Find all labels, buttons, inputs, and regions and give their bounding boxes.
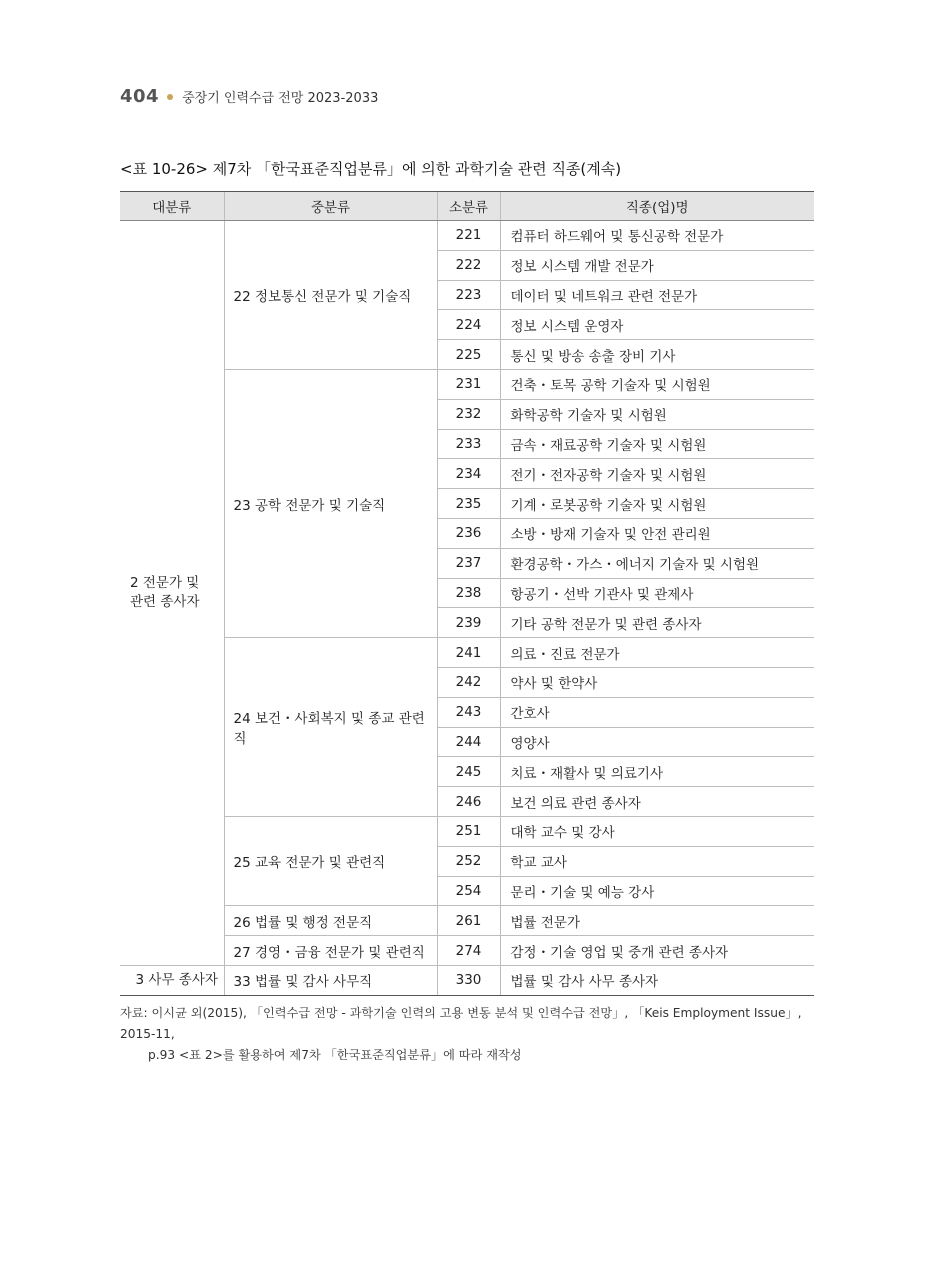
page-number: 404 — [120, 86, 160, 107]
column-header: 대분류 — [120, 192, 224, 221]
code-cell: 242 — [437, 667, 500, 697]
occupation-name-cell: 데이터 및 네트워크 관련 전문가 — [500, 280, 814, 310]
occupation-name-cell: 의료・진료 전문가 — [500, 638, 814, 668]
code-cell: 236 — [437, 518, 500, 548]
column-header: 소분류 — [437, 192, 500, 221]
table-body — [120, 221, 814, 996]
source-line: 자료: 이시균 외(2015), 「인력수급 전망 - 과학기술 인력의 고용 변동 분석 및 인력수급 전망」, 「Keis Employment Issue」, 2015-11, — [120, 1006, 802, 1041]
table-row — [120, 638, 814, 668]
code-cell: 224 — [437, 310, 500, 340]
table-row — [120, 369, 814, 399]
mid-category-cell: 24 보건・사회복지 및 종교 관련직 — [224, 638, 437, 817]
running-head — [120, 86, 378, 107]
occupation-name-cell: 소방・방재 기술자 및 안전 관리원 — [500, 518, 814, 548]
code-cell: 243 — [437, 697, 500, 727]
code-cell: 238 — [437, 578, 500, 608]
occupation-name-cell: 약사 및 한약사 — [500, 667, 814, 697]
occupation-table — [120, 191, 814, 996]
occupation-name-cell: 컴퓨터 하드웨어 및 통신공학 전문가 — [500, 221, 814, 251]
occupation-name-cell: 정보 시스템 운영자 — [500, 310, 814, 340]
table-row — [120, 936, 814, 966]
occupation-name-cell: 기계・로봇공학 기술자 및 시험원 — [500, 489, 814, 519]
source-note — [120, 1003, 820, 1066]
code-cell: 223 — [437, 280, 500, 310]
code-cell: 251 — [437, 816, 500, 846]
occupation-name-cell: 보건 의료 관련 종사자 — [500, 787, 814, 817]
occupation-name-cell: 간호사 — [500, 697, 814, 727]
code-cell: 221 — [437, 221, 500, 251]
code-cell: 241 — [437, 638, 500, 668]
code-cell: 244 — [437, 727, 500, 757]
occupation-name-cell: 환경공학・가스・에너지 기술자 및 시험원 — [500, 548, 814, 578]
occupation-name-cell: 감정・기술 영업 및 중개 관련 종사자 — [500, 936, 814, 966]
code-cell: 239 — [437, 608, 500, 638]
column-header: 직종(업)명 — [500, 192, 814, 221]
occupation-name-cell: 법률 전문가 — [500, 906, 814, 936]
occupation-name-cell: 법률 및 감사 사무 종사자 — [500, 965, 814, 995]
code-cell: 232 — [437, 399, 500, 429]
occupation-name-cell: 금속・재료공학 기술자 및 시험원 — [500, 429, 814, 459]
mid-category-cell: 27 경영・금융 전문가 및 관련직 — [224, 936, 437, 966]
column-header: 중분류 — [224, 192, 437, 221]
occupation-name-cell: 통신 및 방송 송출 장비 기사 — [500, 340, 814, 370]
mid-category-cell: 25 교육 전문가 및 관련직 — [224, 816, 437, 905]
code-cell: 261 — [437, 906, 500, 936]
occupation-name-cell: 문리・기술 및 예능 강사 — [500, 876, 814, 906]
table-header-row — [120, 192, 814, 221]
occupation-name-cell: 정보 시스템 개발 전문가 — [500, 250, 814, 280]
occupation-name-cell: 학교 교사 — [500, 846, 814, 876]
table-row — [120, 965, 814, 995]
major-category-cell: 2 전문가 및 관련 종사자 — [120, 221, 224, 966]
occupation-name-cell: 화학공학 기술자 및 시험원 — [500, 399, 814, 429]
major-category-cell: 3 사무 종사자 — [120, 965, 224, 995]
occupation-name-cell: 영양사 — [500, 727, 814, 757]
code-cell: 235 — [437, 489, 500, 519]
code-cell: 234 — [437, 459, 500, 489]
occupation-name-cell: 치료・재활사 및 의료기사 — [500, 757, 814, 787]
bullet-dot-icon — [167, 94, 173, 100]
table-row — [120, 221, 814, 251]
book-title: 중장기 인력수급 전망 2023-2033 — [182, 91, 379, 106]
code-cell: 274 — [437, 936, 500, 966]
code-cell: 330 — [437, 965, 500, 995]
code-cell: 252 — [437, 846, 500, 876]
code-cell: 237 — [437, 548, 500, 578]
code-cell: 225 — [437, 340, 500, 370]
occupation-name-cell: 기타 공학 전문가 및 관련 종사자 — [500, 608, 814, 638]
code-cell: 246 — [437, 787, 500, 817]
mid-category-cell: 33 법률 및 감사 사무직 — [224, 965, 437, 995]
table-row — [120, 816, 814, 846]
occupation-name-cell: 항공기・선박 기관사 및 관제사 — [500, 578, 814, 608]
source-line: p.93 <표 2>를 활용하여 제7차 「한국표준직업분류」에 따라 재작성 — [148, 1048, 522, 1062]
code-cell: 233 — [437, 429, 500, 459]
mid-category-cell: 22 정보통신 전문가 및 기술직 — [224, 221, 437, 370]
mid-category-cell: 23 공학 전문가 및 기술직 — [224, 369, 437, 637]
code-cell: 222 — [437, 250, 500, 280]
code-cell: 231 — [437, 369, 500, 399]
occupation-name-cell: 전기・전자공학 기술자 및 시험원 — [500, 459, 814, 489]
occupation-name-cell: 대학 교수 및 강사 — [500, 816, 814, 846]
mid-category-cell: 26 법률 및 행정 전문직 — [224, 906, 437, 936]
table-caption: <표 10-26> 제7차 「한국표준직업분류」에 의한 과학기술 관련 직종(계속) — [120, 160, 622, 178]
code-cell: 254 — [437, 876, 500, 906]
code-cell: 245 — [437, 757, 500, 787]
table-row — [120, 906, 814, 936]
occupation-name-cell: 건축・토목 공학 기술자 및 시험원 — [500, 369, 814, 399]
